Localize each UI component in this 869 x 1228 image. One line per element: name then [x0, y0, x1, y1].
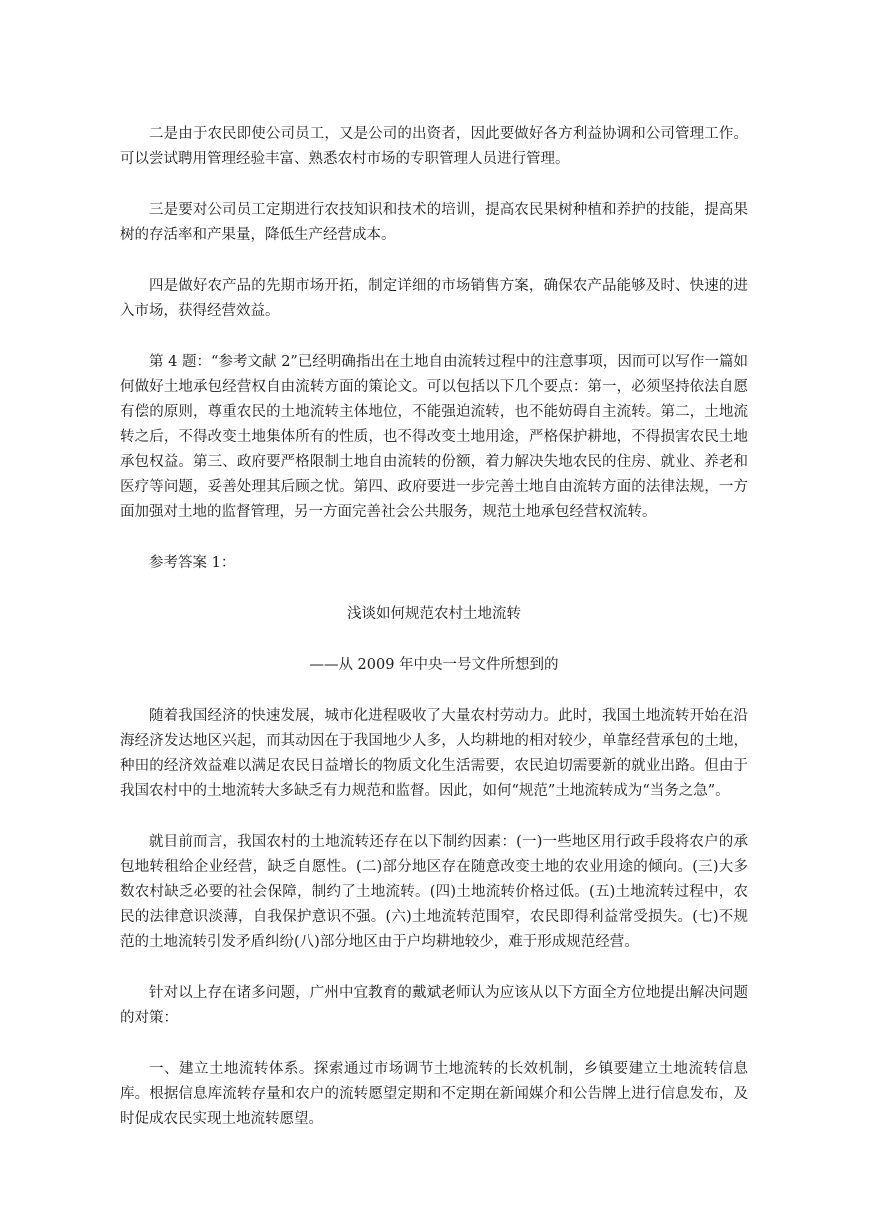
paragraph-question-four: 第 4 题：“参考文献 2”已经明确指出在土地自由流转过程中的注意事项，因而可以写作一篇如何做好土地承包经营权自由流转方面的策论文。可以包括以下几个要点：第一，必须坚持依法自愿有偿的原则，尊重农民的土地流转主体地位，不能强迫流转，也不能妨碍自主流转。第二，土地流转之后，不得改变土地集体所有的性质，也不得改变土地用途，严格保护耕地，不得损害农民土地承包权益。第三、政府要严格限制土地自由流转的份额，着力解决失地农民的住房、就业、养老和医疗等问题，妥善处理其后顾之忧。第四、政府要进一步完善土地自由流转方面的法律法规，一方面加强对土地的监督管理，另一方面完善社会公共服务，规范土地承包经营权流转。: [120, 354, 748, 520]
paragraph-background: 随着我国经济的快速发展，城市化进程吸收了大量农村劳动力。此时，我国土地流转开始在沿海经济发达地区兴起，而其动因在于我国地少人多，人均耕地的相对较少，单靠经营承包的土地，种田的经济效益难以满足农民日益增长的物质文化生活需要，农民迫切需要新的就业出路。但由于我国农村中的土地流转大多缺乏有力规范和监督。因此，如何“规范”土地流转成为“当务之急”。: [120, 708, 748, 799]
paragraph-constraints: 就目前而言，我国农村的土地流转还存在以下制约因素：(一)一些地区用行政手段将农户的承包地转租给企业经营，缺乏自愿性。(二)部分地区存在随意改变土地的农业用途的倾向。(三)大多数农村缺乏必要的社会保障，制约了土地流转。(四)土地流转价格过低。(五)土地流转过程中，农民的法律意识淡薄，自我保护意识不强。(六)土地流转范围窄，农民即得利益常受损失。(七)不规范的土地流转引发矛盾纠纷(八)部分地区由于户均耕地较少，难于形成规范经营。: [120, 834, 748, 950]
paragraph-reference-answer-label: 参考答案 1：: [149, 555, 236, 571]
paragraph-countermeasures-intro: 针对以上存在诸多问题，广州中宜教育的戴斌老师认为应该从以下方面全方位地提出解决问题的对策：: [120, 985, 748, 1026]
essay-subtitle: ——从 2009 年中央一号文件所想到的: [309, 657, 559, 673]
paragraph-point-two: 二是由于农民即使公司员工，又是公司的出资者，因此要做好各方利益协调和公司管理工作。可以尝试聘用管理经验丰富、熟悉农村市场的专职管理人员进行管理。: [120, 126, 748, 167]
paragraph-countermeasure-one: 一、建立土地流转体系。探索通过市场调节土地流转的长效机制，乡镇要建立土地流转信息库。根据信息库流转存量和农户的流转愿望定期和不定期在新闻媒介和公告牌上进行信息发布，及时促成农民实现土地流转愿望。: [120, 1061, 748, 1127]
paragraph-point-four: 四是做好农产品的先期市场开拓，制定详细的市场销售方案，确保农产品能够及时、快速的进入市场，获得经营效益。: [120, 278, 748, 319]
paragraph-point-three: 三是要对公司员工定期进行农技知识和技术的培训，提高农民果树种植和养护的技能，提高果树的存活率和产果量，降低生产经营成本。: [120, 202, 748, 243]
essay-title: 浅谈如何规范农村土地流转: [347, 606, 521, 622]
document-body: [120, 122, 748, 1158]
